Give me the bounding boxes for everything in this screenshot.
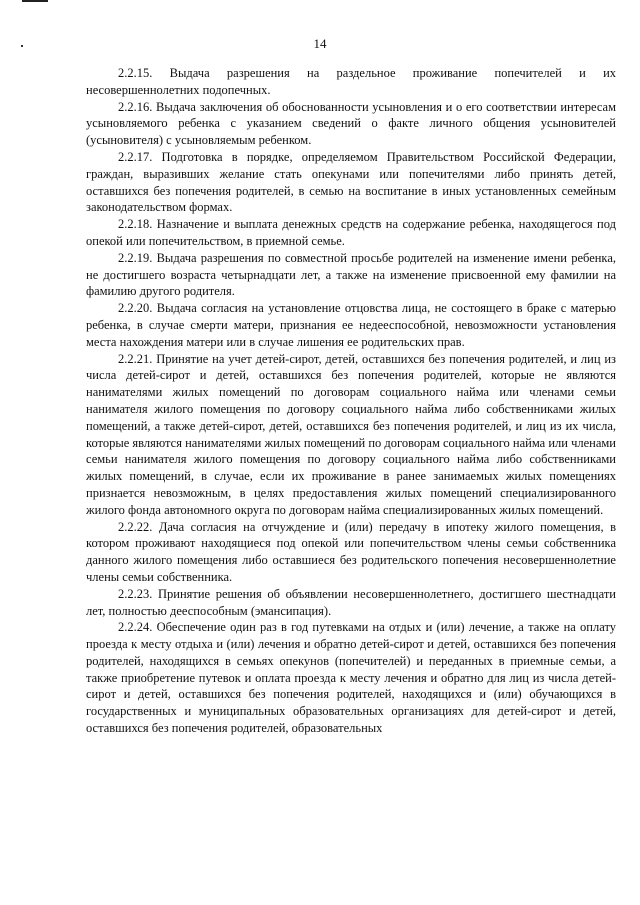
paragraph-2-2-16 bbox=[86, 99, 616, 149]
clause-text: Подготовка в порядке, определяемом Правительством Российской Федерации, граждан, выразивших желание стать опекунами или попечителями либо принять детей, оставшихся без попечения родителей, в семью на воспитание в иных установленных семейным законодательством формах. bbox=[86, 149, 616, 215]
clause-text: Выдача согласия на установление отцовства лица, не состоящего в браке с матерью ребенка, в случае смерти матери, признания ее недееспособной, невозможности установления места нахождения матери или в случае лишения ее родительских прав. bbox=[86, 301, 616, 349]
clause-number: 2.2.18. bbox=[118, 217, 153, 232]
page-number: 14 bbox=[313, 36, 327, 51]
paragraph-2-2-21 bbox=[86, 351, 616, 519]
paragraph-2-2-20 bbox=[86, 300, 616, 350]
clause-number: 2.2.16. bbox=[118, 99, 153, 114]
clause-text: Обеспечение один раз в год путевками на отдых и (или) лечение, а также на оплату проезда к месту отдыха и (или) лечения и обратно детей-сирот и детей, оставшихся без попечения родителей, находящихся в семьях опекунов (попечителей) и переданных в приемные семьи, а также приобретение путевок и оплата проезда к месту лечения и обратно для лиц из числа детей-сирот и детей, оставшихся без попечения родителей, находящихся и (или) обучающихся в государственных и муниципальных образовательных организациях для детей-сирот и детей, оставшихся без попечения родителей, образовательных bbox=[86, 620, 616, 736]
paragraph-2-2-23 bbox=[86, 586, 616, 620]
clause-number: 2.2.15. bbox=[118, 66, 153, 80]
paragraph-2-2-17 bbox=[86, 149, 616, 216]
clause-number: 2.2.23. bbox=[118, 586, 153, 601]
paragraph-2-2-22 bbox=[86, 519, 616, 586]
paragraph-2-2-19 bbox=[86, 250, 616, 300]
paragraph-2-2-18 bbox=[86, 216, 616, 250]
clause-text: Выдача разрешения на раздельное проживание попечителей и их несовершеннолетних подопечных. bbox=[86, 66, 617, 97]
clause-text: Выдача заключения об обоснованности усыновления и о его соответствии интересам усыновляемого ребенка с указанием сведений о факте личного общения усыновителей (усыновителя) с усыновляемым ребенком. bbox=[86, 99, 616, 148]
clause-text: Назначение и выплата денежных средств на содержание ребенка, находящегося под опекой или попечительством, в приемной семье. bbox=[86, 217, 617, 248]
top-rule bbox=[22, 0, 48, 2]
paragraph-2-2-24 bbox=[86, 619, 616, 737]
clause-text: Дача согласия на отчуждение и (или) передачу в ипотеку жилого помещения, в котором проживают находящиеся под опекой или попечительством члены семьи собственника данного жилого помещения либо оставшиеся без родительского попечения несовершеннолетние члены семьи собственника. bbox=[86, 519, 616, 584]
clause-text: Выдача разрешения по совместной просьбе родителей на изменение имени ребенка, не достигшего возраста четырнадцати лет, а также на изменение присвоенной ему фамилии на фамилию другого родителя. bbox=[86, 250, 616, 299]
clause-number: 2.2.21. bbox=[118, 351, 153, 366]
clause-number: 2.2.19. bbox=[118, 250, 153, 265]
clause-text: Принятие решения об объявлении несовершеннолетнего, достигшего шестнадцати лет, полностью дееспособным (эмансипация). bbox=[86, 586, 616, 618]
clause-number: 2.2.20. bbox=[118, 301, 153, 316]
document-body bbox=[86, 65, 616, 737]
paragraph-2-2-15 bbox=[86, 65, 616, 99]
clause-number: 2.2.24. bbox=[118, 620, 153, 635]
clause-text: Принятие на учет детей-сирот, детей, оставшихся без попечения родителей, и лиц из числа детей-сирот и детей, оставшихся без попечения родителей, которые не являются нанимателями жилых помещений по договорам социального найма или членами семьи нанимателя жилого помещения по договору социального найма либо собственниками жилых помещений, а также детей-сирот, детей, оставшихся без попечения родителей, и лиц из их числа, которые являются нанимателями жилых помещений по договорам социального найма или членами семьи нанимателя жилого помещения по договору социального найма либо собственниками жилых помещений, в случае, если их проживание в ранее занимаемых жилых помещениях признается невозможным, в целях предоставления жилых помещений специализированного жилого фонда автономного округа по договорам найма специализированных жилых помещений. bbox=[86, 351, 616, 517]
clause-number: 2.2.17. bbox=[118, 149, 153, 164]
clause-number: 2.2.22. bbox=[118, 519, 153, 534]
